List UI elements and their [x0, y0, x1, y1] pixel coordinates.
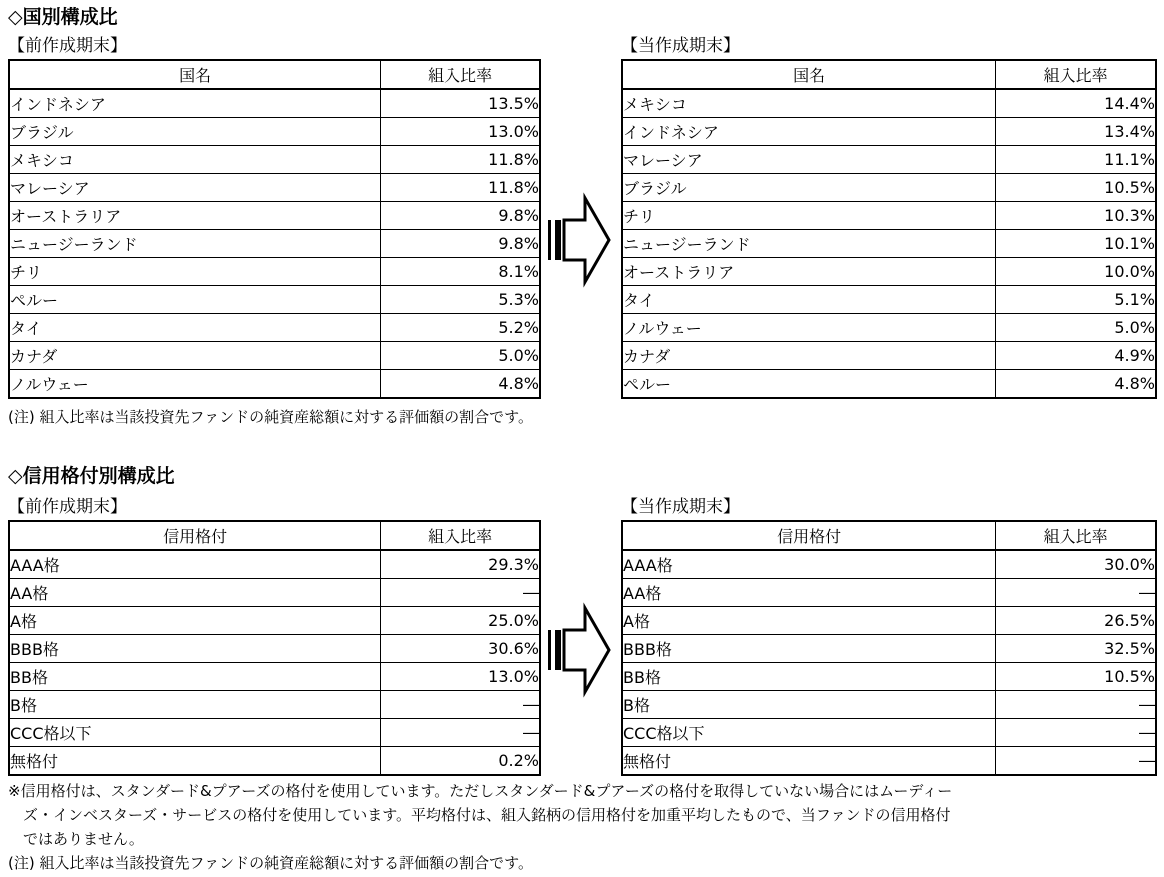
table-row [9, 230, 540, 258]
column-header-rating: 信用格付 [9, 521, 381, 550]
ratio-value: 30.0% [996, 550, 1156, 579]
country-name: ニュージーランド [9, 230, 381, 258]
country-current-period-label: 【当作成期末】 [621, 36, 740, 56]
ratio-value: 4.8% [381, 370, 540, 399]
table-row [9, 635, 540, 663]
table-row [9, 663, 540, 691]
ratio-value: 13.0% [381, 118, 540, 146]
footnote-line: (注) 組入比率は当該投資先ファンドの純資産総額に対する評価額の割合です。 [8, 854, 533, 872]
ratio-value: ― [996, 691, 1156, 719]
country-name: ノルウェー [622, 314, 996, 342]
ratio-value: ― [996, 719, 1156, 747]
ratio-value: 9.8% [381, 230, 540, 258]
rating-name: AA格 [622, 579, 996, 607]
table-row [622, 174, 1156, 202]
country-name: ノルウェー [9, 370, 381, 399]
table-row [9, 202, 540, 230]
table-header-row [9, 60, 540, 89]
column-header-rating: 信用格付 [622, 521, 996, 550]
table-row [9, 342, 540, 370]
column-header-ratio: 組入比率 [996, 60, 1156, 89]
country-name: ニュージーランド [622, 230, 996, 258]
ratio-value: ― [381, 691, 540, 719]
table-row [9, 550, 540, 579]
country-table-previous [8, 59, 541, 399]
footnote-line: ではありません。 [23, 830, 144, 848]
column-header-ratio: 組入比率 [996, 521, 1156, 550]
rating-section-footnote [8, 779, 1160, 875]
rating-name: AA格 [9, 579, 381, 607]
country-prev-period-label: 【前作成期末】 [8, 36, 127, 56]
country-name: メキシコ [622, 89, 996, 118]
table-header-row [622, 60, 1156, 89]
ratio-value: ― [381, 579, 540, 607]
country-name: カナダ [622, 342, 996, 370]
period-change-arrow-icon [547, 602, 613, 698]
table-row [622, 89, 1156, 118]
table-row [9, 579, 540, 607]
table-row [9, 607, 540, 635]
table-row [622, 579, 1156, 607]
rating-prev-period-label: 【前作成期末】 [8, 497, 127, 517]
ratio-value: 0.2% [381, 747, 540, 776]
country-name: ペルー [9, 286, 381, 314]
table-row [622, 202, 1156, 230]
country-name: タイ [9, 314, 381, 342]
column-header-ratio: 組入比率 [381, 521, 540, 550]
country-name: ペルー [622, 370, 996, 399]
ratio-value: 14.4% [996, 89, 1156, 118]
ratio-value: 11.1% [996, 146, 1156, 174]
table-row [622, 663, 1156, 691]
ratio-value: 8.1% [381, 258, 540, 286]
country-name: インドネシア [622, 118, 996, 146]
table-row [622, 146, 1156, 174]
ratio-value: 5.3% [381, 286, 540, 314]
country-section-title: ◇国別構成比 [8, 6, 118, 28]
rating-name: CCC格以下 [622, 719, 996, 747]
country-name: マレーシア [9, 174, 381, 202]
column-header-country: 国名 [9, 60, 381, 89]
table-row [9, 747, 540, 776]
ratio-value: 10.0% [996, 258, 1156, 286]
ratio-value: 11.8% [381, 174, 540, 202]
table-header-row [9, 521, 540, 550]
table-row [622, 719, 1156, 747]
ratio-value: 30.6% [381, 635, 540, 663]
table-row [622, 286, 1156, 314]
ratio-value: 9.8% [381, 202, 540, 230]
rating-name: CCC格以下 [9, 719, 381, 747]
country-name: タイ [622, 286, 996, 314]
table-row [9, 174, 540, 202]
ratio-value: 4.9% [996, 342, 1156, 370]
ratio-value: 32.5% [996, 635, 1156, 663]
table-row [622, 635, 1156, 663]
ratio-value: 5.2% [381, 314, 540, 342]
table-row [9, 370, 540, 399]
rating-name: BB格 [622, 663, 996, 691]
rating-current-period-label: 【当作成期末】 [621, 497, 740, 517]
country-name: チリ [622, 202, 996, 230]
table-row [622, 314, 1156, 342]
period-change-arrow-icon [547, 192, 613, 288]
country-name: カナダ [9, 342, 381, 370]
rating-section-title: ◇信用格付別構成比 [8, 465, 175, 487]
rating-name: 無格付 [9, 747, 381, 776]
ratio-value: 13.0% [381, 663, 540, 691]
rating-name: 無格付 [622, 747, 996, 776]
table-row [9, 314, 540, 342]
table-row [622, 370, 1156, 399]
table-row [622, 607, 1156, 635]
ratio-value: 10.3% [996, 202, 1156, 230]
table-row [9, 146, 540, 174]
country-name: マレーシア [622, 146, 996, 174]
ratio-value: 4.8% [996, 370, 1156, 399]
column-header-ratio: 組入比率 [381, 60, 540, 89]
ratio-value: 5.0% [996, 314, 1156, 342]
ratio-value: 13.4% [996, 118, 1156, 146]
rating-table-previous [8, 520, 541, 776]
table-row [9, 691, 540, 719]
ratio-value: 11.8% [381, 146, 540, 174]
country-name: ブラジル [9, 118, 381, 146]
footnote-line: ズ・インベスターズ・サービスの格付を使用しています。平均格付は、組入銘柄の信用格付を加重平均したもので、当ファンドの信用格付 [23, 806, 951, 824]
rating-table-current [621, 520, 1157, 776]
table-row [622, 230, 1156, 258]
column-header-country: 国名 [622, 60, 996, 89]
table-row [9, 719, 540, 747]
country-name: オーストラリア [9, 202, 381, 230]
table-row [622, 258, 1156, 286]
ratio-value: 10.1% [996, 230, 1156, 258]
table-row [9, 258, 540, 286]
table-row [622, 691, 1156, 719]
ratio-value: 10.5% [996, 663, 1156, 691]
rating-name: A格 [622, 607, 996, 635]
ratio-value: 5.1% [996, 286, 1156, 314]
rating-name: BBB格 [622, 635, 996, 663]
rating-name: B格 [9, 691, 381, 719]
country-name: メキシコ [9, 146, 381, 174]
table-row [9, 118, 540, 146]
country-name: インドネシア [9, 89, 381, 118]
rating-name: AAA格 [622, 550, 996, 579]
table-row [622, 118, 1156, 146]
country-table-current [621, 59, 1157, 399]
country-name: チリ [9, 258, 381, 286]
rating-name: BB格 [9, 663, 381, 691]
ratio-value: 25.0% [381, 607, 540, 635]
ratio-value: ― [996, 747, 1156, 776]
ratio-value: 29.3% [381, 550, 540, 579]
table-row [622, 342, 1156, 370]
ratio-value: 26.5% [996, 607, 1156, 635]
table-row [622, 550, 1156, 579]
table-header-row [622, 521, 1156, 550]
ratio-value: ― [996, 579, 1156, 607]
table-row [622, 747, 1156, 776]
country-name: オーストラリア [622, 258, 996, 286]
rating-name: A格 [9, 607, 381, 635]
rating-name: B格 [622, 691, 996, 719]
country-name: ブラジル [622, 174, 996, 202]
ratio-value: ― [381, 719, 540, 747]
rating-name: BBB格 [9, 635, 381, 663]
table-row [9, 89, 540, 118]
table-row [9, 286, 540, 314]
footnote-line: ※信用格付は、スタンダード&プアーズの格付を使用しています。ただしスタンダード&プアーズの格付を取得していない場合にはムーディー [8, 782, 953, 800]
ratio-value: 10.5% [996, 174, 1156, 202]
ratio-value: 13.5% [381, 89, 540, 118]
country-section-note: (注) 組入比率は当該投資先ファンドの純資産総額に対する評価額の割合です。 [8, 408, 533, 426]
rating-name: AAA格 [9, 550, 381, 579]
ratio-value: 5.0% [381, 342, 540, 370]
